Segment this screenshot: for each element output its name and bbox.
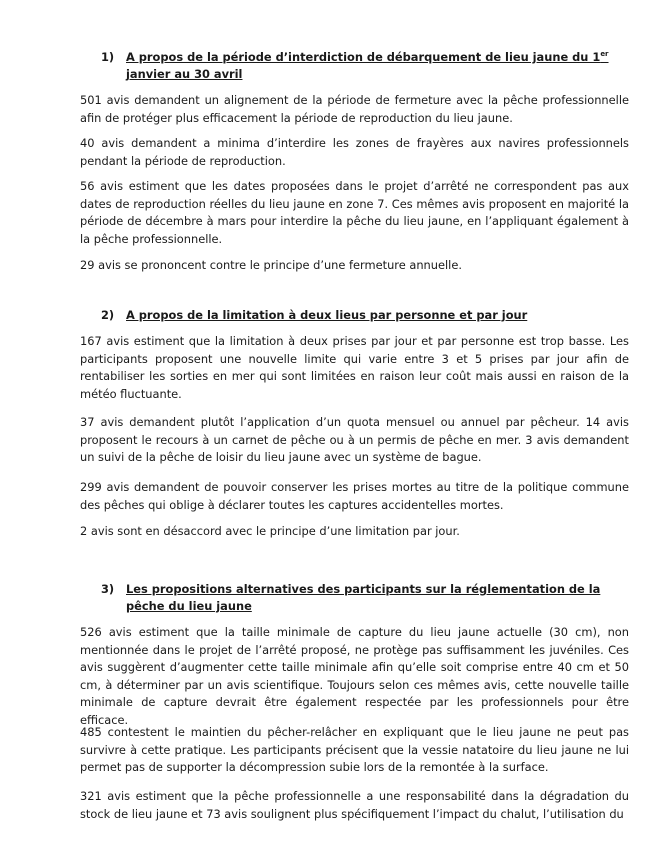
section-3-paragraph-3: 321 avis estiment que la pêche professionnelle a une responsabilité dans la dégradation du stock de lieu jaune et 73 avis soulignent plus spécifiquement l’impact du chalut, l’utilisation du [80, 789, 629, 821]
section-2-number: 2) [101, 308, 115, 322]
section-1-paragraph-3: 56 avis estiment que les dates proposées dans le projet d’arrêté ne correspondent pas aux dates de reproduction réelles du lieu jaune en zone 7. Ces mêmes avis proposent en majorité la période de décembre à mars pour interdire la pêche du lieu jaune, en l’appliquant également à la pêche professionnelle. [80, 179, 629, 246]
section-1-heading [101, 49, 631, 85]
section-1-paragraph-1: 501 avis demandent un alignement de la période de fermeture avec la pêche professionnelle afin de protéger plus efficacement la période de reproduction du lieu jaune. [80, 93, 629, 125]
section-2-title: A propos de la limitation à deux lieus par personne et par jour [126, 308, 528, 322]
section-1-paragraph-2: 40 avis demandent a minima d’interdire les zones de frayères aux navires professionnels pendant la période de reproduction. [80, 136, 629, 168]
section-2-paragraph-2: 37 avis demandent plutôt l’application d’un quota mensuel ou annuel par pêcheur. 14 avis proposent le recours à un carnet de pêche ou à un permis de pêche en mer. 3 avis demandent un suivi de la pêche de loisir du lieu jaune avec un système de bague. [80, 415, 629, 465]
section-1-number: 1) [101, 50, 115, 64]
section-1-paragraph-4: 29 avis se prononcent contre le principe d’une fermeture annuelle. [80, 258, 462, 272]
section-1-title-text-end: janvier au 30 avril [126, 67, 243, 81]
section-1-title-text: A propos de la période d’interdiction de débarquement de lieu jaune du 1 [126, 50, 601, 64]
section-1-title-superscript: er [600, 50, 609, 59]
section-2-paragraph-4: 2 avis sont en désaccord avec le principe d’une limitation par jour. [80, 524, 460, 538]
section-3-heading [101, 581, 631, 617]
section-3-title: Les propositions alternatives des participants sur la réglementation de la pêche du lieu jaune [126, 582, 601, 613]
section-2-paragraph-1: 167 avis estiment que la limitation à deux prises par jour et par personne est trop basse. Les participants proposent une nouvelle limite qui varie entre 3 et 5 prises par jour afin de rentabiliser les sorties en mer qui sont limitées en raison leur coût mais aussi en raison de la météo fluctuante. [80, 334, 629, 401]
section-2-paragraph-3: 299 avis demandent de pouvoir conserver les prises mortes au titre de la politique commune des pêches qui oblige à déclarer toutes les captures accidentelles mortes. [80, 480, 629, 512]
section-3-paragraph-1: 526 avis estiment que la taille minimale de capture du lieu jaune actuelle (30 cm), non mentionnée dans le projet de l’arrêté proposé, ne protège pas suffisamment les juvéniles. Ces avis suggèrent d’augmenter cette taille minimale afin qu’elle soit comprise entre 40 cm et 50 cm, à déterminer par un avis scientifique. Toujours selon ces mêmes avis, cette nouvelle taille minimale de capture devrait être également respectée par les professionnels pour être efficace. [80, 625, 629, 727]
section-3-number: 3) [101, 582, 115, 596]
section-3-paragraph-2: 485 contestent le maintien du pêcher-relâcher en expliquant que le lieu jaune ne peut pas survivre à cette pratique. Les participants précisent que la vessie natatoire du lieu jaune ne lui permet pas de supporter la décompression subie lors de la remontée à la surface. [80, 725, 629, 775]
section-1-title [126, 49, 626, 83]
section-2-heading [101, 307, 631, 325]
